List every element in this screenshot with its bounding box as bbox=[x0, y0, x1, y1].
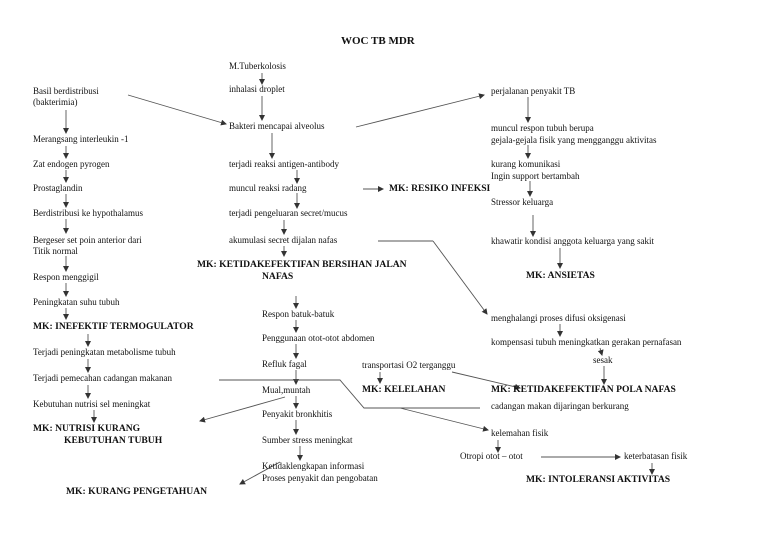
dx-pola-nafas: MK: KETIDAKEFEKTIFAN POLA NAFAS bbox=[491, 384, 676, 395]
node-suhu: Peningkatan suhu tubuh bbox=[33, 297, 120, 307]
node-kompensasi: kompensasi tubuh meningkatkan gerakan pernafasan bbox=[491, 337, 682, 347]
node-basil-1: Basil berdistribusi bbox=[33, 86, 99, 96]
arrow bbox=[356, 95, 484, 127]
node-pyrogen: Zat endogen pyrogen bbox=[33, 159, 110, 169]
node-sesak: sesak bbox=[593, 355, 613, 365]
dx-bersihan-2: NAFAS bbox=[262, 271, 294, 282]
node-reaksi-antigen: terjadi reaksi antigen-antibody bbox=[229, 159, 339, 169]
node-bronkhitis: Penyakit bronkhitis bbox=[262, 409, 333, 419]
node-komunikasi: kurang komunikasi bbox=[491, 159, 561, 169]
node-metabolisme: Terjadi peningkatan metabolisme tubuh bbox=[33, 347, 176, 357]
node-akumulasi-secret: akumulasi secret dijalan nafas bbox=[229, 235, 338, 245]
node-kelemahan: kelemahan fisik bbox=[491, 428, 549, 438]
node-menggigil: Respon menggigil bbox=[33, 272, 99, 282]
dx-ansietas: MK: ANSIETAS bbox=[526, 270, 595, 281]
node-pengeluaran-secret: terjadi pengeluaran secret/mucus bbox=[229, 208, 348, 218]
dx-kelelahan: MK: KELELAHAN bbox=[362, 384, 446, 395]
node-respon-tubuh-1: muncul respon tubuh berupa bbox=[491, 123, 594, 133]
dx-nutrisi-2: KEBUTUHAN TUBUH bbox=[64, 435, 163, 446]
node-bergeser-2: Titik normal bbox=[33, 246, 78, 256]
dx-nutrisi-1: MK: NUTRISI KURANG bbox=[33, 423, 141, 434]
arrow bbox=[128, 95, 226, 124]
node-respon-batuk: Respon batuk-batuk bbox=[262, 309, 335, 319]
node-basil-2: (bakterimia) bbox=[33, 97, 78, 107]
diagram-title: WOC TB MDR bbox=[341, 35, 415, 47]
node-ketidaklengkapan-1: Ketidaklengkapan informasi bbox=[262, 461, 365, 471]
node-khawatir: khawatir kondisi anggota keluarga yang sakit bbox=[491, 236, 655, 246]
node-kebutuhan: Kebutuhan nutrisi sel meningkat bbox=[33, 399, 151, 409]
node-bakteri: Bakteri mencapai alveolus bbox=[229, 121, 325, 131]
node-otropi: Otropi otot – otot bbox=[460, 451, 523, 461]
dx-resiko-infeksi: MK: RESIKO INFEKSI bbox=[389, 183, 491, 194]
node-bergeser-1: Bergeser set poin anterior dari bbox=[33, 235, 142, 245]
node-respon-tubuh-2: gejala-gejala fisik yang mengganggu aktivitas bbox=[491, 135, 657, 145]
dx-termogulator: MK: INEFEKTIF TERMOGULATOR bbox=[33, 321, 194, 332]
node-prostaglandin: Prostaglandin bbox=[33, 183, 83, 193]
node-reaksi-radang: muncul reaksi radang bbox=[229, 183, 307, 193]
arrow bbox=[400, 408, 488, 430]
node-m-tuberkolosis: M.Tuberkolosis bbox=[229, 61, 286, 71]
node-support: Ingin support bertambah bbox=[491, 171, 580, 181]
node-transportasi-o2: transportasi O2 terganggu bbox=[362, 360, 456, 370]
node-pemecahan: Terjadi pemecahan cadangan makanan bbox=[33, 373, 173, 383]
node-interleukin: Merangsang interleukin -1 bbox=[33, 134, 129, 144]
node-inhalasi: inhalasi droplet bbox=[229, 84, 285, 94]
node-mual: Mual,muntah bbox=[262, 385, 311, 395]
node-hypothalamus: Berdistribusi ke hypothalamus bbox=[33, 208, 143, 218]
node-stressor: Stressor keluarga bbox=[491, 197, 554, 207]
node-keterbatasan: keterbatasan fisik bbox=[624, 451, 688, 461]
node-difusi: menghalangi proses difusi oksigenasi bbox=[491, 313, 626, 323]
node-refluk: Refluk fagal bbox=[262, 359, 307, 369]
dx-pengetahuan: MK: KURANG PENGETAHUAN bbox=[66, 486, 208, 497]
node-perjalanan: perjalanan penyakit TB bbox=[491, 86, 576, 96]
node-cadangan: cadangan makan dijaringan berkurang bbox=[491, 401, 629, 411]
dx-intoleransi: MK: INTOLERANSI AKTIVITAS bbox=[526, 474, 671, 485]
arrow bbox=[433, 241, 487, 314]
node-ketidaklengkapan-2: Proses penyakit dan pengobatan bbox=[262, 473, 378, 483]
dx-bersihan-1: MK: KETIDAKEFEKTIFAN BERSIHAN JALAN bbox=[197, 259, 407, 270]
node-sumber-stress: Sumber stress meningkat bbox=[262, 435, 353, 445]
node-otot-abdomen: Penggunaan otot-otot abdomen bbox=[262, 333, 375, 343]
arrow bbox=[600, 348, 602, 355]
